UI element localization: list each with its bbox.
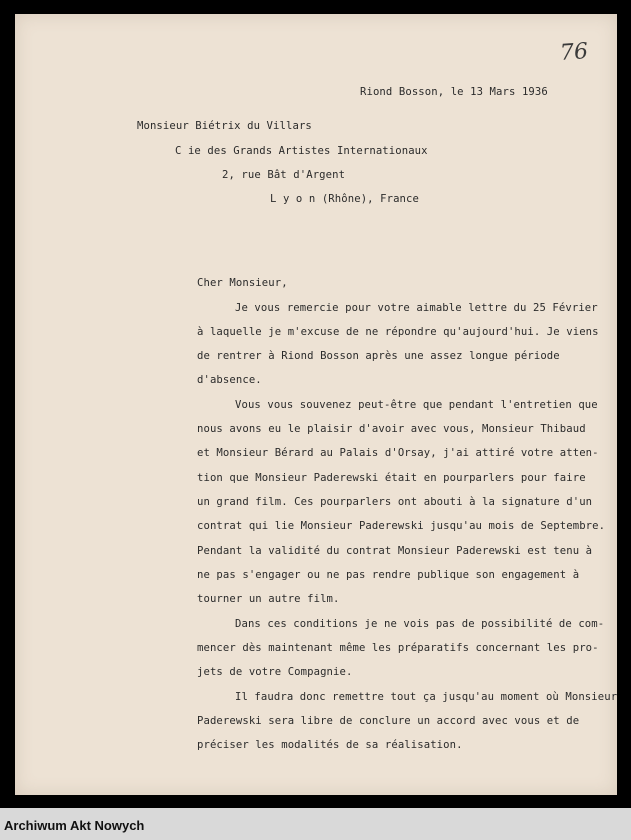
salutation: Cher Monsieur,	[197, 277, 288, 289]
paragraph-1-line: Je vous remercie pour votre aimable lettre du 25 Février	[235, 302, 598, 314]
recipient-name: Monsieur Biétrix du Villars	[137, 120, 312, 132]
paragraph-2-line: Pendant la validité du contrat Monsieur Paderewski est tenu à	[197, 545, 593, 557]
paragraph-2-line: nous avons eu le plaisir d'avoir avec vous, Monsieur Thibaud	[197, 423, 586, 435]
paragraph-3-line: mencer dès maintenant même les préparatifs concernant les pro-	[197, 642, 599, 654]
paragraph-4-line: Il faudra donc remettre tout ça jusqu'au moment où Monsieur	[235, 691, 618, 703]
paragraph-2-line: Vous vous souvenez peut-être que pendant l'entretien que	[235, 399, 598, 411]
handwritten-page-number: 76	[559, 39, 589, 66]
paragraph-2-line: tion que Monsieur Paderewski était en pourparlers pour faire	[197, 472, 586, 484]
paragraph-2-line: un grand film. Ces pourparlers ont abouti à la signature d'un	[197, 496, 593, 508]
date-line: Riond Bosson, le 13 Mars 1936	[360, 86, 548, 98]
recipient-company: C ie des Grands Artistes Internationaux	[175, 145, 428, 157]
paragraph-4-line: préciser les modalités de sa réalisation.	[197, 739, 463, 751]
paragraph-4-line: Paderewski sera libre de conclure un accord avec vous et de	[197, 715, 580, 727]
paragraph-1-line: d'absence.	[197, 374, 262, 386]
paragraph-1-line: à laquelle je m'excuse de ne répondre qu'aujourd'hui. Je viens	[197, 326, 599, 338]
recipient-street: 2, rue Bât d'Argent	[222, 169, 346, 181]
paragraph-2-line: ne pas s'engager ou ne pas rendre publique son engagement à	[197, 569, 580, 581]
archive-label: Archiwum Akt Nowych	[4, 818, 145, 833]
recipient-city: L y o n (Rhône), France	[270, 193, 419, 205]
paragraph-2-line: et Monsieur Bérard au Palais d'Orsay, j'ai attiré votre atten-	[197, 447, 599, 459]
paragraph-1-line: de rentrer à Riond Bosson après une assez longue période	[197, 350, 560, 362]
paragraph-3-line: jets de votre Compagnie.	[197, 666, 353, 678]
archive-footer	[0, 808, 631, 840]
paragraph-3-line: Dans ces conditions je ne vois pas de possibilité de com-	[235, 618, 605, 630]
paragraph-2-line: tourner un autre film.	[197, 593, 340, 605]
paragraph-2-line: contrat qui lie Monsieur Paderewski jusqu'au mois de Septembre.	[197, 520, 606, 532]
